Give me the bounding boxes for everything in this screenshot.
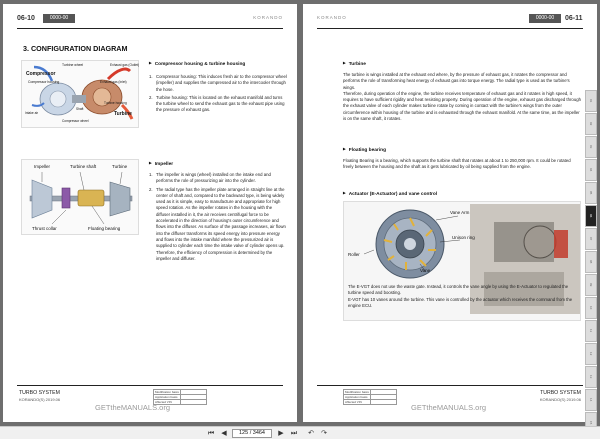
last-page-icon[interactable]: ⏭	[290, 430, 298, 437]
list-item: 2. The radial type has the impeller plate arranged in straight line at the center of shaft and, compared to the backward type, is being widely used as it is simple, easy to manufacture and appropriate for high speed rotation. As the impeller rotates in the housing with the diffuser installed in it, the air receives centrifugal force to be accelerated in the direction of housing's outer circumference and flows into the diffuser. As surface of the passage increases, air flown into the diffuser transforms its speed energy into pressure energy and flows into the intake manifold where the pressurized air is supplied to cylinder each time the intake valve of cylinder opens up. Therefore, the efficiency of compression is determined by the impeller and diffuser.	[149, 186, 286, 261]
turbine-text: The turbine is wings installed at the exhaust end where, by the pressure of exhaust gas, it rotates the compressor and performs the role of transforming heat energy of exhaust gas into torque energy. The radial type is used as the turbine's wings. Therefore, during operation of the engine, the turbine receives temperature of exhaust gas and it rotates in high speed, it requires to have sufficient rigidity and heat resisting property. During operation of the engine, exhaust gas discharged through the exhaust valve of each cylinder makes turbine rotate by coming in contact with the turbine's wings from the outer circumference within housing of the turbine and is exhausted through the exhaust manifold. At the same time, as the impeller is on the same shaft, it rotates.	[343, 72, 581, 122]
fig1-label-turbine: Turbine	[114, 111, 132, 117]
fig1-label-compressor: Compressor	[26, 71, 56, 77]
previous-page-icon[interactable]: ◀	[221, 430, 227, 437]
footer-title: TURBO SYSTEM	[19, 390, 60, 396]
subsection-turbine-title: ▶ Turbine	[343, 61, 366, 67]
fig2-label-thrust-collar: Thrust collar	[32, 226, 57, 231]
watermark: GETtheMANUALS.org	[95, 403, 171, 412]
actuator-text: The E-VGT does not use the waste gate. Instead, it controls the vane angle by using the E-Actuator to regulated the turbine speed and boosting. E-VGT has 10 vanes around the turbine. This vane is controlled by the actuator which receives the command from the engine ECU.	[348, 284, 573, 308]
list-item: 1. Compressor housing: This induces fresh air to the compressor wheel (impeller) and supplies the compressed air to the intercooler through the hose.	[149, 74, 287, 92]
chapter-tab-12[interactable]: 12	[585, 343, 597, 365]
right-page	[303, 4, 597, 425]
chapter-tab-15[interactable]: 15	[585, 412, 597, 434]
impeller-shaft-illustration	[22, 160, 140, 236]
chapter-tabs	[585, 90, 597, 435]
fig3-label-vane: Vane	[420, 268, 431, 273]
vane-assembly-figure	[343, 201, 581, 321]
impeller-list	[149, 172, 287, 264]
footer-subtitle: KORANDO(S) 2019.06	[19, 397, 61, 402]
chapter-tab-07[interactable]: 07	[585, 228, 597, 250]
footer-title: TURBO SYSTEM	[540, 390, 581, 396]
brand-label: KORANDO	[253, 15, 283, 20]
fig1-label-shaft: Shaft	[76, 107, 84, 111]
chapter-tab-01[interactable]: 01	[585, 90, 597, 112]
footer-divider	[317, 385, 583, 386]
chapter-tab-10[interactable]: 10	[585, 297, 597, 319]
page-indicator-input[interactable]: 125 / 3464	[232, 429, 272, 438]
fig1-label-compressor-housing: Compressor housing	[28, 80, 60, 84]
page-header	[3, 12, 297, 26]
header-divider	[317, 28, 583, 29]
chapter-tab-03[interactable]: 03	[585, 136, 597, 158]
watermark: GETtheMANUALS.org	[411, 403, 487, 412]
viewer-toolbar	[0, 426, 600, 439]
chapter-tab-09[interactable]: 09	[585, 274, 597, 296]
section-code: 0000-00	[43, 14, 75, 23]
footer-table: Modification basis Application basis Affected VIN	[153, 389, 207, 405]
chapter-tab-13[interactable]: 13	[585, 366, 597, 388]
list-item: 1. The impeller is wings (wheel) installed on the intake end and performs the role of pressurizing air into the cylinder.	[149, 172, 271, 184]
chapter-tab-08[interactable]: 08	[585, 251, 597, 273]
first-page-icon[interactable]: ⏮	[207, 430, 215, 437]
subsection-bearing-title: ▶ Floating bearing	[343, 147, 386, 153]
chapter-tab-04[interactable]: 04	[585, 159, 597, 181]
page-number: 06-11	[565, 15, 583, 22]
footer-table: Modification basis Application basis Affected VIN	[343, 389, 397, 405]
chapter-tab-02[interactable]: 02	[585, 113, 597, 135]
housing-list	[149, 74, 287, 116]
fig1-label-intake-air: Intake air	[25, 111, 39, 115]
page-header	[303, 12, 597, 26]
subsection-housing-title: ▶ Compressor housing & turbine housing	[149, 61, 245, 67]
fig1-label-exhaust-outlet: Exhaust gas (Outlet)	[110, 63, 140, 67]
section-code: 0000-00	[529, 14, 561, 23]
fig2-label-turbine: Turbine	[112, 164, 128, 169]
fig1-label-turbine-wheel: Turbine wheel	[62, 63, 84, 67]
subsection-actuator-title: ▶ Actuator (E-Actuator) and vane control	[343, 191, 437, 197]
footer-subtitle: KORANDO(S) 2019.06	[539, 397, 581, 402]
bearing-text: Floating Bearing is a bearing, which supports the turbine shaft that rotates at about 1 to 250,000 rpm. It could be rotated freely between the housing and the shaft as it gets lubricated by oil being supplied from the engine.	[343, 158, 571, 170]
chapter-tab-06[interactable]: 06	[585, 205, 597, 227]
chapter-tab-14[interactable]: 14	[585, 389, 597, 411]
forward-icon[interactable]: ↷	[321, 430, 327, 437]
chapter-tab-11[interactable]: 11	[585, 320, 597, 342]
fig2-label-turbine-shaft: Turbine shaft	[70, 164, 97, 169]
fig1-label-exhaust-inlet: Exhaust gas (Inlet)	[100, 80, 127, 84]
left-page	[3, 4, 297, 422]
next-page-icon[interactable]: ▶	[278, 430, 284, 437]
chapter-tab-05[interactable]: 05	[585, 182, 597, 204]
section-title: 3. CONFIGURATION DIAGRAM	[23, 44, 128, 53]
footer-divider	[17, 385, 283, 386]
fig1-label-turbine-housing: Turbine housing	[104, 101, 127, 105]
fig1-label-compressor-wheel: Compressor wheel	[62, 119, 89, 123]
fig3-label-unison-ring: Unison ring	[452, 235, 475, 240]
list-item: 2. Turbine housing: This is located on the exhaust manifold and turns the turbine wheel to send the exhaust gas to the exhaust pipe using the pressure of exhaust gas.	[149, 94, 285, 113]
turbocharger-cutaway-figure	[21, 60, 139, 128]
back-icon[interactable]: ↶	[308, 430, 314, 437]
fig3-label-roller: Roller	[348, 252, 360, 257]
brand-label: KORANDO	[317, 15, 347, 20]
subsection-impeller-title: ▶ Impeller	[149, 161, 173, 167]
fig3-label-vane-arm: Vane Arm	[450, 210, 470, 215]
page-number: 06-10	[17, 15, 35, 22]
fig2-label-floating-bearing: Floating bearing	[88, 226, 121, 231]
header-divider	[17, 28, 283, 29]
impeller-shaft-figure	[21, 159, 139, 235]
fig2-label-impeller: Impeller	[34, 164, 51, 169]
